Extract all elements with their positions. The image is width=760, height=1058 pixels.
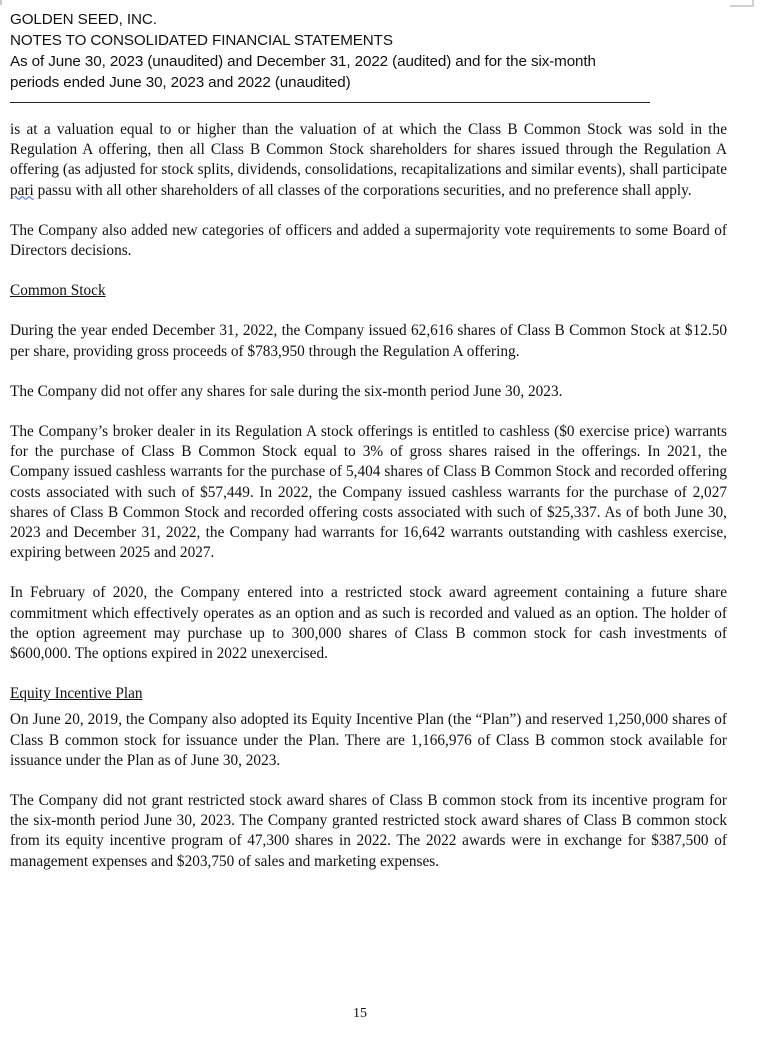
paragraph-valuation-start: is at a valuation equal to or higher than the valuation of at which the Class B Common Stock was sold in the Regulation A offering, then all Class B Common Stock shareholders for shares issued through the Regulation A offering (as adjusted for stock splits, dividends, consolidations, recapitalizations and similar events), shall participate [10,121,727,179]
period-line-1: As of June 30, 2023 (unaudited) and December 31, 2022 (audited) and for the six-month [10,53,596,70]
page-corner-mark-right [730,0,754,7]
spellcheck-flagged-word[interactable]: pari [10,181,34,199]
paragraph-officers: The Company also added new categories of officers and added a supermajority vote requirements to some Board of Directors decisions. [10,221,727,260]
page-header [10,9,650,93]
paragraph-plan-adoption: On June 20, 2019, the Company also adopted its Equity Incentive Plan (the “Plan”) and reserved 1,250,000 shares of Class B common stock for issuance under the Plan. There are 1,166,976 of Class B common stock available for issuance under the Plan as of June 30, 2023. [10,711,727,769]
company-name: GOLDEN SEED, INC. [10,11,157,28]
header-divider [10,102,650,103]
paragraph-valuation [10,120,727,201]
paragraph-restricted-award: In February of 2020, the Company entered into a restricted stock award agreement containing a future share commitment which effectively operates as an option and as such is recorded and valued as an option. The holder of the option agreement may purchase up to 300,000 shares of Class B common stock for cash investments of $600,000. The options expired in 2022 unexercised. [10,584,727,663]
period-line-2: periods ended June 30, 2023 and 2022 (unaudited) [10,74,351,91]
paragraph-share-issuance: During the year ended December 31, 2022, the Company issued 62,616 shares of Class B Common Stock at $12.50 per share, providing gross proceeds of $783,950 through the Regulation A offering. [10,322,727,360]
paragraph-valuation-end: passu with all other shareholders of all classes of the corporations securities, and no preference shall apply. [33,181,692,199]
page-corner-mark-left [0,0,2,5]
page-number: 15 [353,1006,367,1021]
paragraph-no-offer: The Company did not offer any shares for sale during the six-month period June 30, 2023. [10,382,563,400]
paragraph-stock-grants: The Company did not grant restricted stock award shares of Class B common stock from its incentive program for the six-month period June 30, 2023. The Company granted restricted stock award shares of Class B common stock from its equity incentive program of 47,300 shares in 2022. The 2022 awards were in exchange for $387,500 of management expenses and $203,750 of sales and marketing expenses. [10,792,727,870]
heading-common-stock: Common Stock [10,282,106,300]
paragraph-warrants: The Company’s broker dealer in its Regulation A stock offerings is entitled to cashless ($0 exercise price) warrants for the purchase of Class B Common Stock equal to 3% of gross shares raised in the offerings. In 2021, the Company issued cashless warrants for the purchase of 5,404 shares of Class B Common Stock and recorded offering costs associated with such of $57,449. In 2022, the Company issued cashless warrants for the purchase of 2,027 shares of Class B Common Stock and recorded offering costs associated with such of $25,337. As of both June 30, 2023 and December 31, 2022, the Company had warrants for 16,642 warrants outstanding with cashless exercise, expiring between 2025 and 2027. [10,423,727,562]
document-body [10,120,727,872]
heading-equity-incentive-plan: Equity Incentive Plan [10,685,143,703]
statement-title: NOTES TO CONSOLIDATED FINANCIAL STATEMENTS [10,32,393,49]
